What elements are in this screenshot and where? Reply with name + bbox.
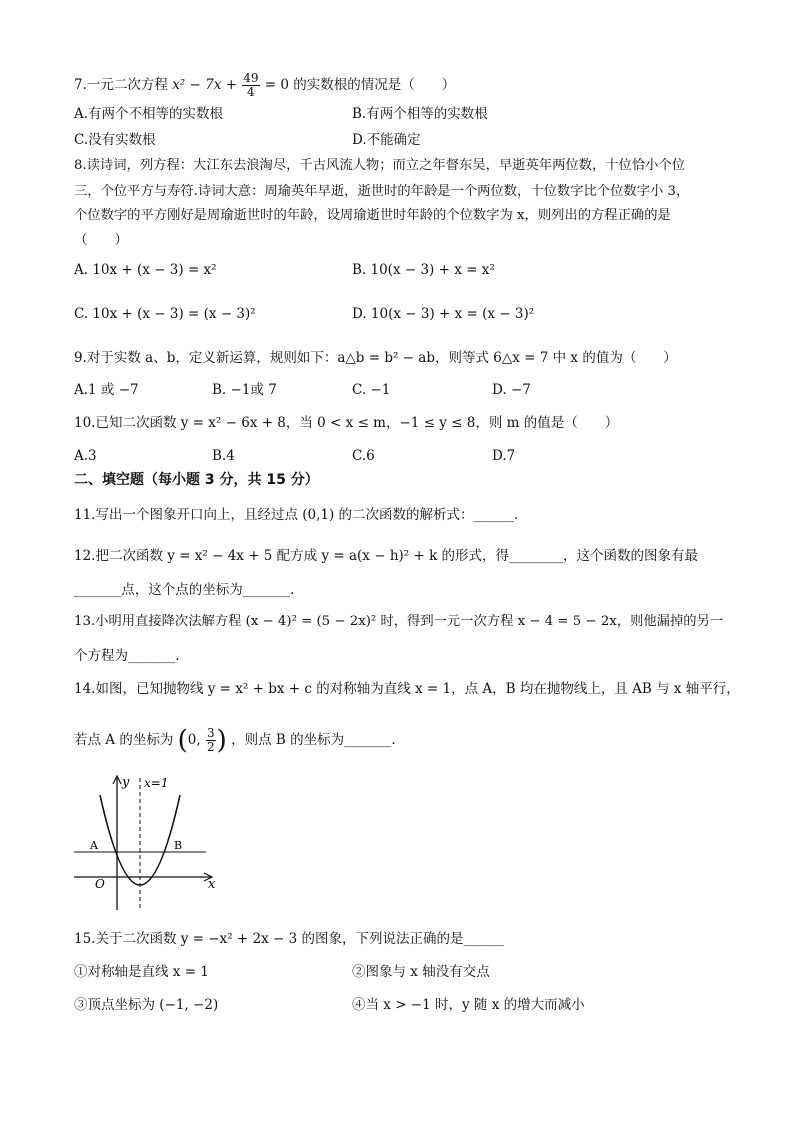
q10-option-c[interactable]: C.6 (352, 448, 375, 464)
q12-line-1: 12.把二次函数 y = x² − 4x + 5 配方成 y = a(x − h)² + k 的形式，得________，这个函数的图象有最 (74, 548, 699, 564)
q13-line-1: 13.小明用直接降次法解方程 (x − 4)² = (5 − 2x)² 时，得到一元一次方程 x − 4 = 5 − 2x，则他漏掉的另一 (74, 614, 724, 629)
section-2-title: 二、填空题（每小题 3 分，共 15 分） (74, 472, 319, 488)
q7-option-a[interactable]: A.有两个不相等的实数根 (74, 106, 224, 122)
q15-option-2[interactable]: ②图象与 x 轴没有交点 (352, 964, 490, 980)
q9-option-a[interactable]: A.1 或 −7 (74, 382, 139, 398)
symmetry-axis-label: x=1 (144, 776, 169, 790)
q9-option-b[interactable]: B. −1或 7 (212, 382, 277, 398)
q14-close-paren: ) (216, 725, 227, 756)
origin-label: O (95, 877, 105, 891)
q8-line-4: （ ） (74, 232, 128, 248)
q7-prefix: 7.一元二次方程 (74, 77, 168, 93)
q8-option-b[interactable]: B. 10(x − 3) + x = x² (352, 262, 495, 278)
q11-stem: 11.写出一个图象开口向上，且经过点 (0,1) 的二次函数的解析式：______. (74, 507, 519, 523)
q8-line-3: 个位数字的平方刚好是周瑜逝世时的年龄，设周瑜逝世时年龄的个位数字为 x，则列出的方程正确的是 (74, 208, 671, 223)
q10-option-d[interactable]: D.7 (492, 448, 516, 464)
q10-option-a[interactable]: A.3 (74, 448, 97, 464)
q9-option-c[interactable]: C. −1 (352, 382, 391, 398)
q7-equation-tail: = 0 (264, 77, 289, 93)
q8-option-a[interactable]: A. 10x + (x − 3) = x² (74, 262, 217, 278)
q7-option-b[interactable]: B.有两个相等的实数根 (352, 106, 488, 122)
q14-line-1: 14.如图，已知抛物线 y = x² + bx + c 的对称轴为直线 x = 1，点 A，B 均在抛物线上，且 AB 与 x 轴平行， (74, 681, 740, 697)
q8-line-2: 三，个位平方与寿符.诗词大意：周瑜英年早逝，逝世时的年龄是一个两位数，十位数字比个位数字小 3， (74, 184, 690, 199)
parabola-figure (70, 770, 230, 915)
question-7-stem (74, 72, 455, 99)
q14-line-2 (74, 722, 396, 759)
q8-line-1: 8.读诗词，列方程：大江东去浪淘尽，千古风流人物；而立之年督东吴，早逝英年两位数，十位恰小个位 (74, 158, 686, 173)
q8-option-d[interactable]: D. 10(x − 3) + x = (x − 3)² (352, 306, 535, 322)
q14-line-2-suffix: ，则点 B 的坐标为_______. (231, 732, 396, 748)
q7-fraction-numerator: 49 (243, 71, 259, 85)
q8-option-c[interactable]: C. 10x + (x − 3) = (x − 3)² (74, 306, 256, 322)
q12-line-2: _______点，这个点的坐标为_______. (74, 582, 295, 598)
q14-coord-numerator: 3 (206, 726, 215, 740)
q7-suffix: 的实数根的情况是（ ） (293, 77, 456, 93)
q14-line-2-prefix: 若点 A 的坐标为 (74, 732, 174, 748)
q7-fraction (242, 72, 259, 99)
q14-coord-denominator: 2 (206, 740, 215, 754)
q15-option-1[interactable]: ①对称轴是直线 x = 1 (74, 964, 209, 980)
q15-option-3[interactable]: ③顶点坐标为 (−1, −2) (74, 997, 219, 1013)
q9-stem: 9.对于实数 a、b，定义新运算，规则如下：a△b = b² − ab，则等式 6△x = 7 中 x 的值为（ ） (74, 350, 677, 366)
point-a-label: A (90, 839, 98, 852)
q14-open-paren: ( (177, 725, 188, 756)
y-axis-label: y (122, 775, 130, 790)
q13-line-2: 个方程为_______. (74, 648, 180, 664)
q7-option-c[interactable]: C.没有实数根 (74, 132, 156, 148)
q9-option-d[interactable]: D. −7 (492, 382, 531, 398)
point-b-label: B (174, 839, 183, 852)
x-axis-label: x (208, 877, 216, 892)
q10-stem: 10.已知二次函数 y = x² − 6x + 8，当 0 < x ≤ m，−1 ≤ y ≤ 8，则 m 的值是（ ） (74, 415, 619, 431)
q14-coord-fraction (206, 727, 216, 754)
q7-equation-lead: x² − 7x + (172, 77, 237, 93)
q14-coord-lead: 0, (187, 732, 201, 748)
q15-stem: 15.关于二次函数 y = −x² + 2x − 3 的图象，下列说法正确的是______ (74, 931, 504, 947)
q10-option-b[interactable]: B.4 (212, 448, 235, 464)
q7-fraction-denominator: 4 (247, 85, 255, 99)
q7-option-d[interactable]: D.不能确定 (352, 132, 421, 148)
q15-option-4[interactable]: ④当 x > −1 时，y 随 x 的增大而减小 (352, 997, 585, 1013)
